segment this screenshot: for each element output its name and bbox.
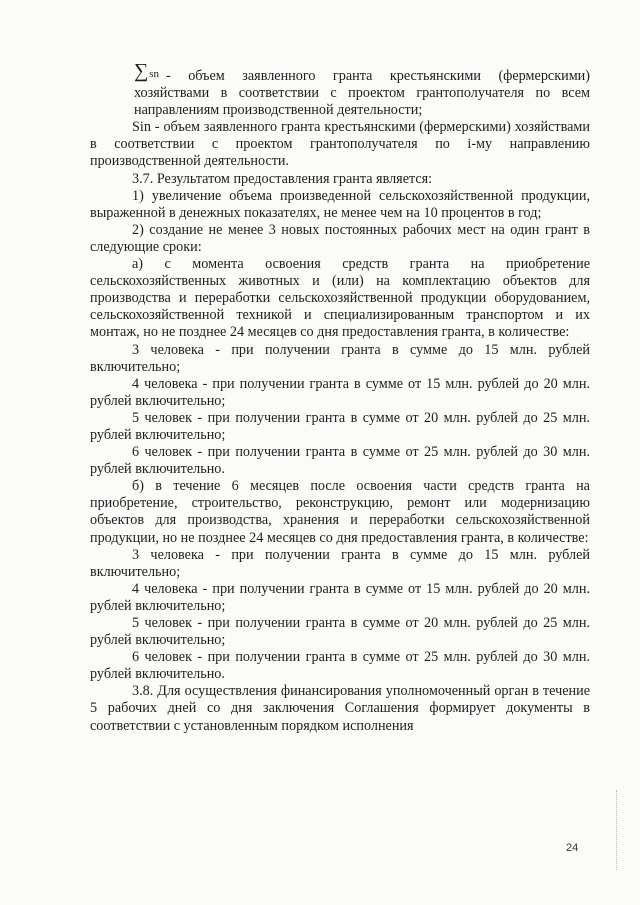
paragraph: б) в течение 6 месяцев после освоения части средств гранта на приобретение, строительство, реконструкцию, ремонт или модернизацию объектов для производства, хранения и переработки сельскохозяйственной продукции, но не позднее 24 месяцев со дня предоставления гранта, в количестве: xyxy=(90,478,590,546)
sum-symbol: ∑ xyxy=(134,60,149,82)
paragraph: 3.8. Для осуществления финансирования уполномоченный орган в течение 5 рабочих дней со дня заключения Соглашения формирует документы в соответствии с установленным порядком исполнения xyxy=(90,683,590,734)
paragraph-text: - объем заявленного гранта крестьянскими (фермерскими) хозяйствами в соответствии с проектом грантополучателя по всем направлениям производственной деятельности; xyxy=(134,68,590,119)
paragraph: 1) увеличение объема произведенной сельскохозяйственной продукции, выраженной в денежных показателях, не менее чем на 10 процентов в год; xyxy=(90,187,590,221)
paragraph: 4 человека - при получении гранта в сумме от 15 млн. рублей до 20 млн. рублей включительно; xyxy=(90,580,590,614)
page-number: 24 xyxy=(566,842,579,854)
sum-formula xyxy=(134,61,159,84)
document-body xyxy=(90,60,590,735)
sum-subscript: sn xyxy=(149,68,160,80)
paragraph: Sin - объем заявленного гранта крестьянскими (фермерскими) хозяйствами в соответствии с проектом грантополучателя по i-му направлению производственной деятельности. xyxy=(90,119,590,170)
paragraph: 5 человек - при получении гранта в сумме от 20 млн. рублей до 25 млн. рублей включительно; xyxy=(90,409,590,443)
paragraph: 3 человека - при получении гранта в сумме до 15 млн. рублей включительно; xyxy=(90,546,590,580)
sum-definition-paragraph xyxy=(90,60,590,119)
paragraph: 6 человек - при получении гранта в сумме от 25 млн. рублей до 30 млн. рублей включительно. xyxy=(90,444,590,478)
paragraph: 4 человека - при получении гранта в сумме от 15 млн. рублей до 20 млн. рублей включительно; xyxy=(90,375,590,409)
paragraph: 3 человека - при получении гранта в сумме до 15 млн. рублей включительно; xyxy=(90,341,590,375)
scan-margin-mark xyxy=(616,790,620,870)
paragraph: 6 человек - при получении гранта в сумме от 25 млн. рублей до 30 млн. рублей включительно. xyxy=(90,649,590,683)
paragraph: 3.7. Результатом предоставления гранта является: xyxy=(132,170,433,187)
paragraph: 5 человек - при получении гранта в сумме от 20 млн. рублей до 25 млн. рублей включительно; xyxy=(90,615,590,649)
paragraph: 2) создание не менее 3 новых постоянных рабочих мест на один грант в следующие сроки: xyxy=(90,221,590,255)
paragraph: а) с момента освоения средств гранта на приобретение сельскохозяйственных животных и (или) на комплектацию объектов для производства и переработки сельскохозяйственной продукции оборудованием, сельскохозяйственной техникой и специализированным транспортом и их монтаж, но не позднее 24 месяцев со дня предоставления гранта, в количестве: xyxy=(90,256,590,341)
